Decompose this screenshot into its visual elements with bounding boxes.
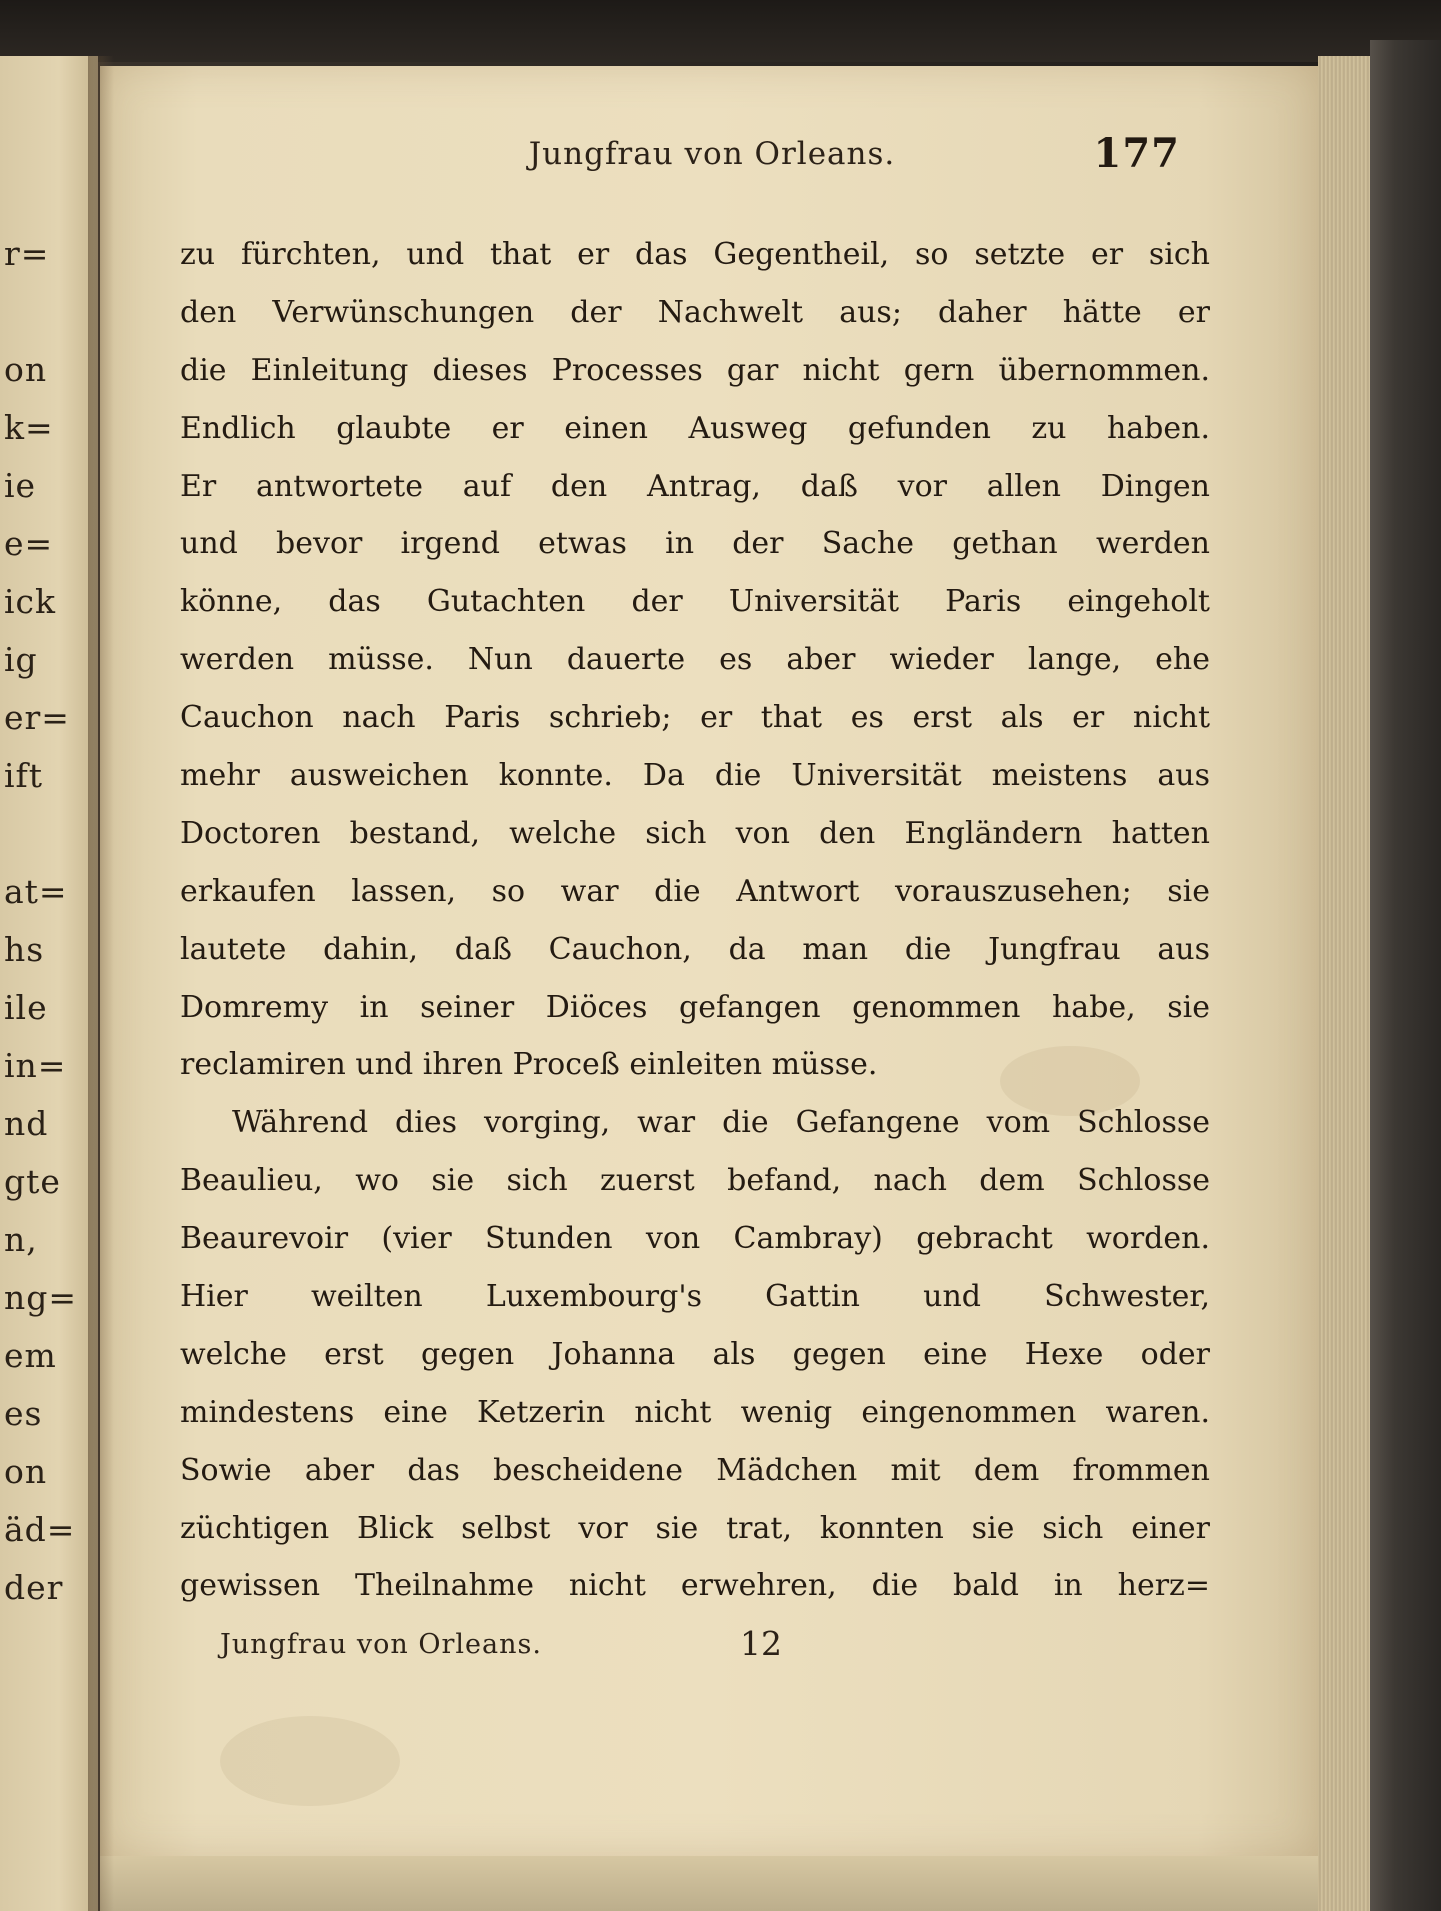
- text-line: Cauchon nach Paris schrieb; er that es erst als er nicht: [180, 700, 1210, 736]
- signature-number: 12: [740, 1624, 782, 1663]
- text-line: Während dies vorging, war die Gefangene vom Schlosse: [232, 1105, 1210, 1141]
- text-line: reclamiren und ihren Proceß einleiten müsse.: [180, 1047, 878, 1083]
- page-number: 177: [1093, 130, 1180, 177]
- facing-page-left: [0, 56, 98, 1911]
- book-page: [100, 66, 1320, 1856]
- left-fragment: der: [4, 1568, 64, 1607]
- text-line: und bevor irgend etwas in der Sache gethan werden: [180, 526, 1210, 562]
- left-fragment: on: [4, 1452, 48, 1491]
- text-line: lautete dahin, daß Cauchon, da man die Jungfrau aus: [180, 931, 1210, 967]
- text-line: mindestens eine Ketzerin nicht wenig eingenommen waren.: [180, 1394, 1210, 1430]
- left-fragment: ng=: [4, 1278, 78, 1317]
- left-fragment: hs: [4, 930, 45, 969]
- left-fragment: ick: [4, 582, 57, 621]
- text-line: könne, das Gutachten der Universität Paris eingeholt: [180, 584, 1210, 620]
- text-line: züchtigen Blick selbst vor sie trat, konnten sie sich einer: [180, 1510, 1210, 1546]
- left-fragment: n,: [4, 1220, 38, 1259]
- left-fragment: k=: [4, 408, 54, 447]
- text-line: Domremy in seiner Diöces gefangen genommen habe, sie: [180, 989, 1210, 1025]
- text-line: Endlich glaubte er einen Ausweg gefunden zu haben.: [180, 410, 1210, 446]
- page-bottom-edge: [100, 1856, 1320, 1911]
- text-line: gewissen Theilnahme nicht erwehren, die bald in herz=: [180, 1568, 1210, 1604]
- left-fragment: ie: [4, 466, 37, 505]
- text-line: erkaufen lassen, so war die Antwort vorauszusehen; sie: [180, 873, 1210, 909]
- left-fragment: in=: [4, 1046, 67, 1085]
- text-line: Sowie aber das bescheidene Mädchen mit dem frommen: [180, 1452, 1210, 1488]
- text-line: Beaulieu, wo sie sich zuerst befand, nach dem Schlosse: [180, 1163, 1210, 1199]
- left-fragment: ig: [4, 640, 38, 679]
- text-line: Er antwortete auf den Antrag, daß vor allen Dingen: [180, 468, 1210, 504]
- paper-stain: [220, 1716, 400, 1806]
- text-line: zu fürchten, und that er das Gegentheil, so setzte er sich: [180, 237, 1210, 272]
- text-line: den Verwünschungen der Nachwelt aus; daher hätte er: [180, 294, 1210, 330]
- left-fragment: at=: [4, 872, 68, 911]
- left-fragment: gte: [4, 1162, 61, 1201]
- left-fragment: ile: [4, 988, 48, 1027]
- book-cover-top: [0, 0, 1441, 62]
- left-fragment: r=: [4, 234, 50, 273]
- running-title: Jungfrau von Orleans.: [528, 136, 896, 172]
- left-fragment: ift: [4, 756, 44, 795]
- left-fragment: e=: [4, 524, 54, 563]
- left-fragment: er=: [4, 698, 70, 737]
- body-text: [180, 226, 1210, 1615]
- left-fragment: es: [4, 1394, 43, 1433]
- text-line: die Einleitung dieses Processes gar nicht gern übernommen.: [180, 352, 1210, 388]
- text-line: werden müsse. Nun dauerte es aber wieder lange, ehe: [180, 642, 1210, 678]
- left-fragment: em: [4, 1336, 57, 1375]
- text-line: mehr ausweichen konnte. Da die Universität meistens aus: [180, 758, 1210, 794]
- signature-title: Jungfrau von Orleans.: [220, 1629, 542, 1660]
- text-line: Doctoren bestand, welche sich von den Engländern hatten: [180, 815, 1210, 851]
- page-block-edge: [1318, 56, 1370, 1911]
- text-line: Beaurevoir (vier Stunden von Cambray) gebracht worden.: [180, 1221, 1210, 1257]
- text-line: Hier weilten Luxembourg's Gattin und Schwester,: [180, 1279, 1210, 1315]
- left-fragment: on: [4, 350, 48, 389]
- gutter-shadow: [88, 56, 114, 1911]
- left-fragment: äd=: [4, 1510, 76, 1549]
- left-fragment: nd: [4, 1104, 49, 1143]
- book-cover-right: [1370, 40, 1441, 1911]
- text-line: welche erst gegen Johanna als gegen eine Hexe oder: [180, 1336, 1210, 1372]
